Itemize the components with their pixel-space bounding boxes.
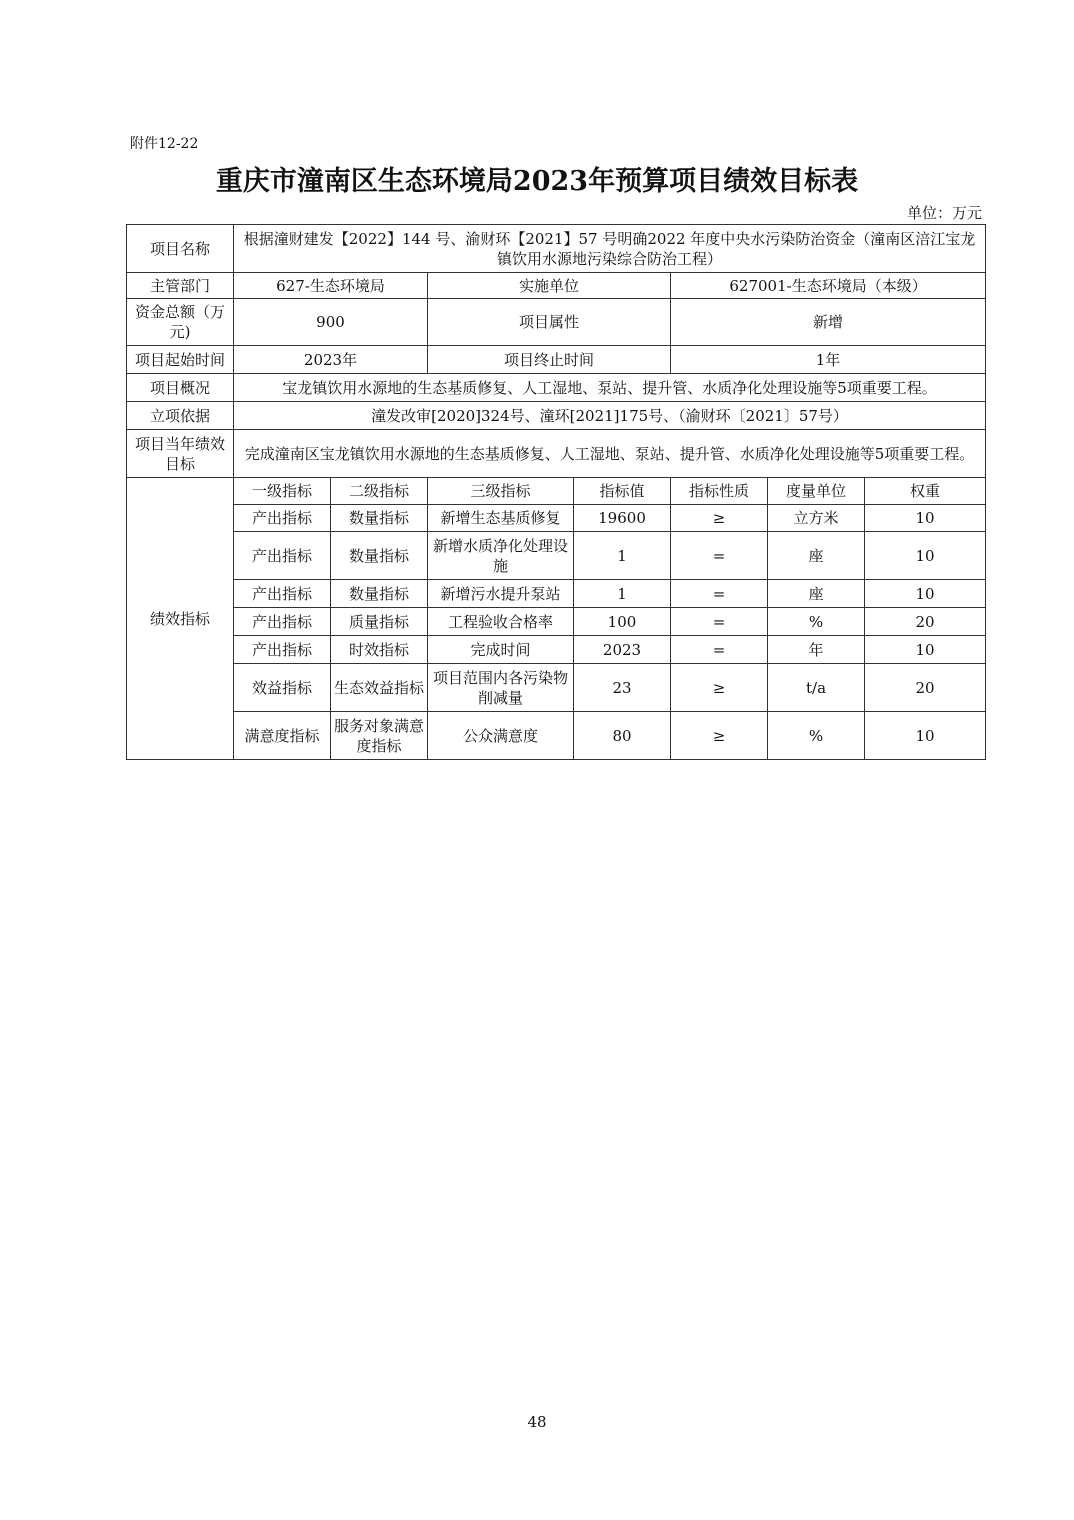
perf-row	[127, 636, 986, 664]
dept-label: 主管部门	[127, 273, 234, 299]
perf-cell-level2: 质量指标	[331, 608, 428, 636]
perf-cell-level2: 数量指标	[331, 532, 428, 580]
row-project-name	[127, 225, 986, 273]
perf-cell-level3: 完成时间	[428, 636, 574, 664]
perf-label: 绩效指标	[127, 478, 234, 760]
funds-value: 900	[234, 299, 428, 346]
perf-cell-unit: 立方米	[768, 505, 865, 532]
perf-cell-level3: 新增生态基质修复	[428, 505, 574, 532]
row-goal	[127, 430, 986, 478]
perf-cell-level1: 产出指标	[234, 505, 331, 532]
page-number: 48	[527, 1413, 547, 1431]
goal-label: 项目当年绩效目标	[127, 430, 234, 478]
perf-cell-nature: =	[671, 532, 768, 580]
perf-row	[127, 664, 986, 712]
perf-cell-level1: 产出指标	[234, 608, 331, 636]
perf-header-cell: 权重	[865, 478, 986, 505]
start-label: 项目起始时间	[127, 346, 234, 374]
basis-label: 立项依据	[127, 402, 234, 430]
perf-cell-unit: %	[768, 712, 865, 760]
unit-note: 单位：万元	[906, 204, 982, 222]
perf-cell-weight: 10	[865, 712, 986, 760]
perf-cell-weight: 10	[865, 505, 986, 532]
row-basis	[127, 402, 986, 430]
end-value: 1年	[671, 346, 986, 374]
perf-cell-weight: 10	[865, 532, 986, 580]
perf-cell-level3: 新增污水提升泵站	[428, 580, 574, 608]
perf-header-cell: 三级指标	[428, 478, 574, 505]
perf-cell-level1: 产出指标	[234, 532, 331, 580]
perf-cell-level2: 生态效益指标	[331, 664, 428, 712]
perf-cell-level3: 项目范围内各污染物削减量	[428, 664, 574, 712]
perf-row	[127, 580, 986, 608]
perf-header-cell: 一级指标	[234, 478, 331, 505]
impl-value: 627001-生态环境局（本级）	[671, 273, 986, 299]
perf-cell-weight: 10	[865, 580, 986, 608]
perf-header-cell: 指标值	[574, 478, 671, 505]
perf-cell-level2: 数量指标	[331, 505, 428, 532]
perf-header-row	[127, 478, 986, 505]
perf-cell-level3: 工程验收合格率	[428, 608, 574, 636]
perf-header-cell: 度量单位	[768, 478, 865, 505]
perf-cell-value: 1	[574, 580, 671, 608]
perf-cell-level2: 服务对象满意度指标	[331, 712, 428, 760]
perf-cell-value: 1	[574, 532, 671, 580]
attr-value: 新增	[671, 299, 986, 346]
basis-value: 潼发改审[2020]324号、潼环[2021]175号、（渝财环〔2021〕57号）	[234, 402, 986, 430]
row-overview	[127, 374, 986, 402]
attachment-number: 附件12-22	[130, 136, 199, 152]
overview-label: 项目概况	[127, 374, 234, 402]
perf-cell-nature: =	[671, 580, 768, 608]
perf-cell-value: 23	[574, 664, 671, 712]
overview-value: 宝龙镇饮用水源地的生态基质修复、人工湿地、泵站、提升管、水质净化处理设施等5项重要工程。	[234, 374, 986, 402]
performance-target-table	[126, 224, 986, 760]
perf-cell-value: 19600	[574, 505, 671, 532]
perf-header-cell: 指标性质	[671, 478, 768, 505]
end-label: 项目终止时间	[428, 346, 671, 374]
perf-cell-nature: ≥	[671, 712, 768, 760]
perf-cell-nature: ≥	[671, 505, 768, 532]
perf-row	[127, 505, 986, 532]
page-title: 重庆市潼南区生态环境局2023年预算项目绩效目标表	[215, 166, 859, 197]
perf-cell-level1: 产出指标	[234, 580, 331, 608]
perf-cell-unit: 座	[768, 532, 865, 580]
project-name-value: 根据潼财建发【2022】144 号、渝财环【2021】57 号明确2022 年度中央水污染防治资金（潼南区涪江宝龙镇饮用水源地污染综合防治工程）	[234, 225, 986, 273]
perf-row	[127, 608, 986, 636]
perf-cell-weight: 20	[865, 664, 986, 712]
perf-cell-level3: 新增水质净化处理设施	[428, 532, 574, 580]
perf-cell-level2: 时效指标	[331, 636, 428, 664]
impl-label: 实施单位	[428, 273, 671, 299]
row-funds	[127, 299, 986, 346]
row-time	[127, 346, 986, 374]
perf-cell-nature: =	[671, 608, 768, 636]
project-name-label: 项目名称	[127, 225, 234, 273]
perf-cell-level1: 产出指标	[234, 636, 331, 664]
perf-cell-level2: 数量指标	[331, 580, 428, 608]
perf-cell-unit: %	[768, 608, 865, 636]
perf-cell-level1: 满意度指标	[234, 712, 331, 760]
perf-cell-nature: ≥	[671, 664, 768, 712]
perf-cell-nature: =	[671, 636, 768, 664]
perf-cell-level3: 公众满意度	[428, 712, 574, 760]
perf-cell-weight: 20	[865, 608, 986, 636]
perf-cell-value: 80	[574, 712, 671, 760]
perf-row	[127, 712, 986, 760]
perf-row	[127, 532, 986, 580]
perf-cell-value: 2023	[574, 636, 671, 664]
dept-value: 627-生态环境局	[234, 273, 428, 299]
goal-value: 完成潼南区宝龙镇饮用水源地的生态基质修复、人工湿地、泵站、提升管、水质净化处理设施等5项重要工程。	[234, 430, 986, 478]
funds-label: 资金总额（万元)	[127, 299, 234, 346]
perf-cell-unit: 座	[768, 580, 865, 608]
perf-cell-value: 100	[574, 608, 671, 636]
perf-cell-weight: 10	[865, 636, 986, 664]
attr-label: 项目属性	[428, 299, 671, 346]
perf-cell-unit: 年	[768, 636, 865, 664]
perf-header-cell: 二级指标	[331, 478, 428, 505]
perf-cell-level1: 效益指标	[234, 664, 331, 712]
perf-cell-unit: t/a	[768, 664, 865, 712]
row-department	[127, 273, 986, 299]
start-value: 2023年	[234, 346, 428, 374]
